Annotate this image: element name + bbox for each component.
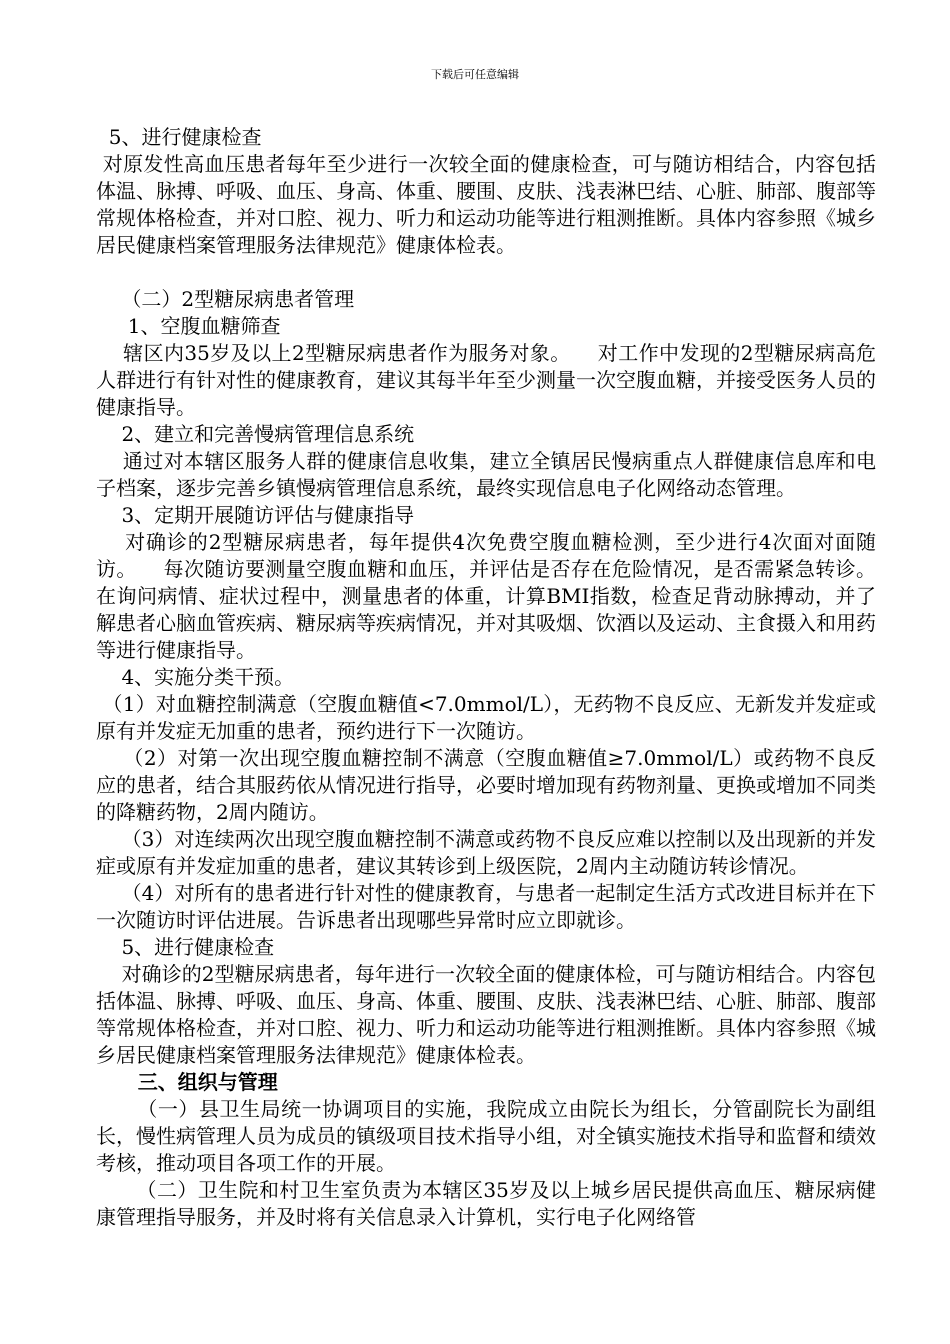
list-item: （2）对第一次出现空腹血糖控制不满意（空腹血糖值≥7.0mmol/L）或药物不良反应的患者，结合其服药依从情况进行指导，必要时增加现有药物剂量、更换或增加不同类的降糖药物，2周内随访。 [96,746,876,824]
paragraph: （一）县卫生局统一协调项目的实施，我院成立由院长为组长，分管副院长为副组长，慢性病管理人员为成员的镇级项目技术指导小组，对全镇实施技术指导和监督和绩效考核，推动项目各项工作的开展。 [96,1097,876,1175]
subheading: 3、定期开展随访评估与健康指导 [96,503,415,527]
list-item: （3）对连续两次出现空腹血糖控制不满意或药物不良反应难以控制以及出现新的并发症或原有并发症加重的患者，建议其转诊到上级医院，2周内主动随访转诊情况。 [96,827,876,878]
paragraph: 对确诊的2型糖尿病患者，每年进行一次较全面的健康体检，可与随访相结合。内容包括体温、脉搏、呼吸、血压、身高、体重、腰围、皮肤、浅表淋巴结、心脏、肺部、腹部等常规体格检查，并对口腔、视力、听力和运动功能等进行粗测推断。具体内容参照《城乡居民健康档案管理服务法律规范》健康体检表。 [96,962,876,1067]
blank-line [96,259,876,286]
document-body [96,124,876,1231]
section-heading-organization: 三、组织与管理 [96,1070,278,1094]
subheading: 4、实施分类干预。 [96,665,295,689]
paragraph: 通过对本辖区服务人群的健康信息收集，建立全镇居民慢病重点人群健康信息库和电子档案，逐步完善乡镇慢病管理信息系统，最终实现信息电子化网络动态管理。 [96,449,876,500]
list-item: （4）对所有的患者进行针对性的健康教育，与患者一起制定生活方式改进目标并在下一次随访时评估进展。告诉患者出现哪些异常时应立即就诊。 [96,881,876,932]
list-item: （1）对血糖控制满意（空腹血糖值<7.0mmol/L），无药物不良反应、无新发并发症或原有并发症无加重的患者，预约进行下一次随访。 [96,692,877,743]
section-heading-diabetes: （二）2型糖尿病患者管理 [96,287,355,311]
paragraph: 辖区内35岁及以上2型糖尿病患者作为服务对象。 对工作中发现的2型糖尿病高危人群进行有针对性的健康教育，建议其每半年至少测量一次空腹血糖，并接受医务人员的健康指导。 [96,341,877,419]
subheading: 1、空腹血糖筛查 [96,314,281,338]
paragraph: 对确诊的2型糖尿病患者，每年提供4次免费空腹血糖检测，至少进行4次面对面随访。 每次随访要测量空腹血糖和血压，并评估是否存在危险情况，是否需紧急转诊。在询问病情、症状过程中，测量患者的体重，计算BMI指数，检查足背动脉搏动，并了解患者心脑血管疾病、糖尿病等疾病情况，并对其吸烟、饮酒以及运动、主食摄入和用药等进行健康指导。 [96,530,876,662]
paragraph: 对原发性高血压患者每年至少进行一次较全面的健康检查，可与随访相结合，内容包括体温、脉搏、呼吸、血压、身高、体重、腰围、皮肤、浅表淋巴结、心脏、肺部、腹部等常规体格检查，并对口腔、视力、听力和运动功能等进行粗测推断。具体内容参照《城乡居民健康档案管理服务法律规范》健康体检表。 [96,152,876,257]
paragraph: （二）卫生院和村卫生室负责为本辖区35岁及以上城乡居民提供高血压、糖尿病健康管理指导服务，并及时将有关信息录入计算机，实行电子化网络管 [96,1178,876,1229]
heading-health-check: 5、进行健康检查 [96,125,262,149]
subheading: 5、进行健康检查 [96,935,275,959]
subheading: 2、建立和完善慢病管理信息系统 [96,422,415,446]
page-header: 下载后可任意编辑 [431,68,519,81]
